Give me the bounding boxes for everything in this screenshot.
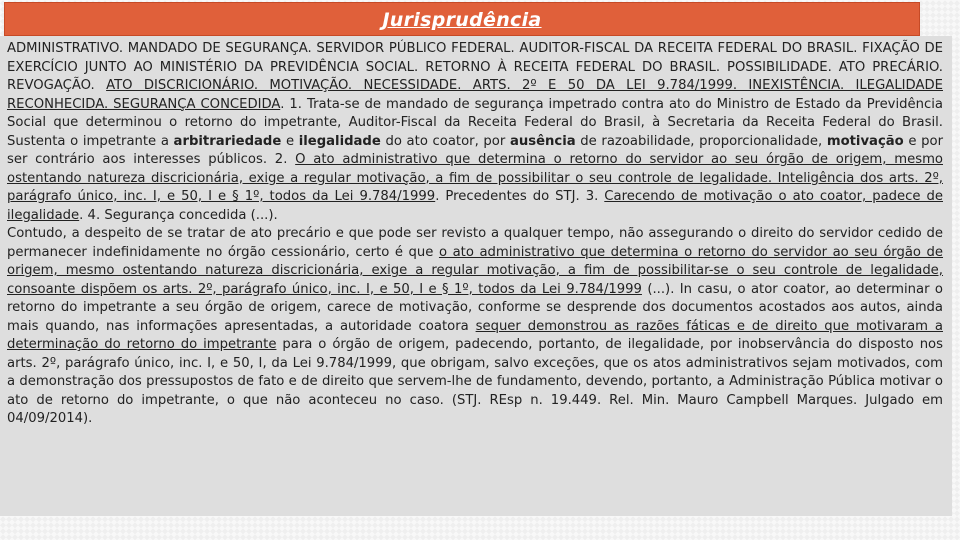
jurisprudence-text-box bbox=[0, 36, 952, 516]
page-title: Jurisprudência bbox=[382, 9, 542, 31]
title-bar bbox=[4, 2, 920, 36]
reasoning-segment: (STJ. REsp n. 19.449. Rel. Min. Mauro Campbell Marques. Julgado em 04/09/2014). bbox=[7, 392, 944, 426]
case-reasoning-paragraph bbox=[7, 225, 943, 429]
reasoning-segment: o ato administrativo que determina o retorno do servidor ao seu órgão de origem, mesmo ostentando natureza discricionária, exige a regular motivação, a fim de possibilitar-se o seu controle de legalidade, consoante dispõem os arts. 2º, parágrafo único, inc. I, e 50, I e § 1º, todos da Lei 9.784/1999 bbox=[7, 244, 944, 297]
summary-segment: de razoabilidade, proporcionalidade, bbox=[575, 133, 827, 149]
summary-segment: . 1. Trata-se de mandado de segurança impetrado contra ato do Ministro de Estado da Previdência Social que determinou o retorno do impetrante, Auditor-Fiscal da Receita Federal do Brasil, à Secretaria da Receita Federal do Brasil. Sustenta o impetrante a bbox=[7, 96, 943, 149]
reasoning-segment: Contudo, a despeito de se tratar de ato precário e que pode ser revisto a qualquer tempo, não assegurando o direito do servidor cedido de permanecer indefinidamente no órgão cessionário, certo é que bbox=[7, 226, 943, 260]
summary-segment: e por ser contrário aos interesses públicos. 2. bbox=[7, 133, 944, 167]
case-summary-paragraph bbox=[7, 40, 943, 225]
summary-segment: ATO DISCRICIONÁRIO. MOTIVAÇÃO. NECESSIDADE. ARTS. 2º E 50 DA LEI 9.784/1999. INEXISTÊNCIA. ILEGALIDADE RECONHECIDA. SEGURANÇA CONCEDIDA bbox=[7, 78, 943, 112]
summary-segment: motivação bbox=[826, 133, 904, 149]
summary-segment: ausência bbox=[509, 133, 576, 149]
summary-segment: . 4. Segurança concedida (...). bbox=[79, 207, 278, 223]
summary-segment: O ato administrativo que determina o retorno do servidor ao seu órgão de origem, mesmo ostentando natureza discricionária, exige a regular motivação, a fim de possibilitar o seu controle de legalidade. Inteligência dos arts. 2º, parágrafo único, inc. I, e 50, I e § 1º, todos da Lei 9.784/1999 bbox=[7, 152, 943, 204]
reasoning-segment: para o órgão de origem, padecendo, portanto, de ilegalidade, por inobservância do disposto nos arts. 2º, parágrafo único, inc. I, e 50, I, da Lei 9.784/1999, que obrigam, salvo exceções, que os atos administrativos sejam motivados, com a demonstração dos pressupostos de fato e de direito que servem-lhe de fundamento, devendo, portanto, a Administração Pública motivar o ato de retorno do impetrante, o que não aconteceu no caso. bbox=[7, 337, 943, 408]
summary-segment: Carecendo de motivação o ato coator, padece de ilegalidade bbox=[7, 189, 943, 223]
summary-segment: arbitrariedade bbox=[173, 133, 282, 149]
summary-segment: . Precedentes do STJ. 3. bbox=[435, 189, 605, 204]
reasoning-segment: (...). In casu, o ator coator, ao determinar o retorno do impetrante a seu órgão de origem, carece de motivação, conforme se desprende dos documentos acostados aos autos, ainda mais quando, nas informações apresentadas, a autoridade coatora bbox=[7, 281, 943, 334]
summary-segment: e bbox=[281, 133, 299, 149]
summary-segment: ADMINISTRATIVO. MANDADO DE SEGURANÇA. SERVIDOR PÚBLICO FEDERAL. AUDITOR-FISCAL DA RECEITA FEDERAL DO BRASIL. FIXAÇÃO DE EXERCÍCIO JUNTO AO MINISTÉRIO DA PREVIDÊNCIA SOCIAL. RETORNO À RECEITA FEDERAL DO BRASIL. POSSIBILIDADE. ATO PRECÁRIO. REVOGAÇÃO. bbox=[7, 41, 943, 93]
summary-segment: ilegalidade bbox=[298, 133, 381, 149]
summary-segment: do ato coator, por bbox=[380, 133, 510, 149]
reasoning-segment: sequer demonstrou as razões fáticas e de direito que motivaram a determinação do retorno do impetrante bbox=[7, 318, 943, 352]
